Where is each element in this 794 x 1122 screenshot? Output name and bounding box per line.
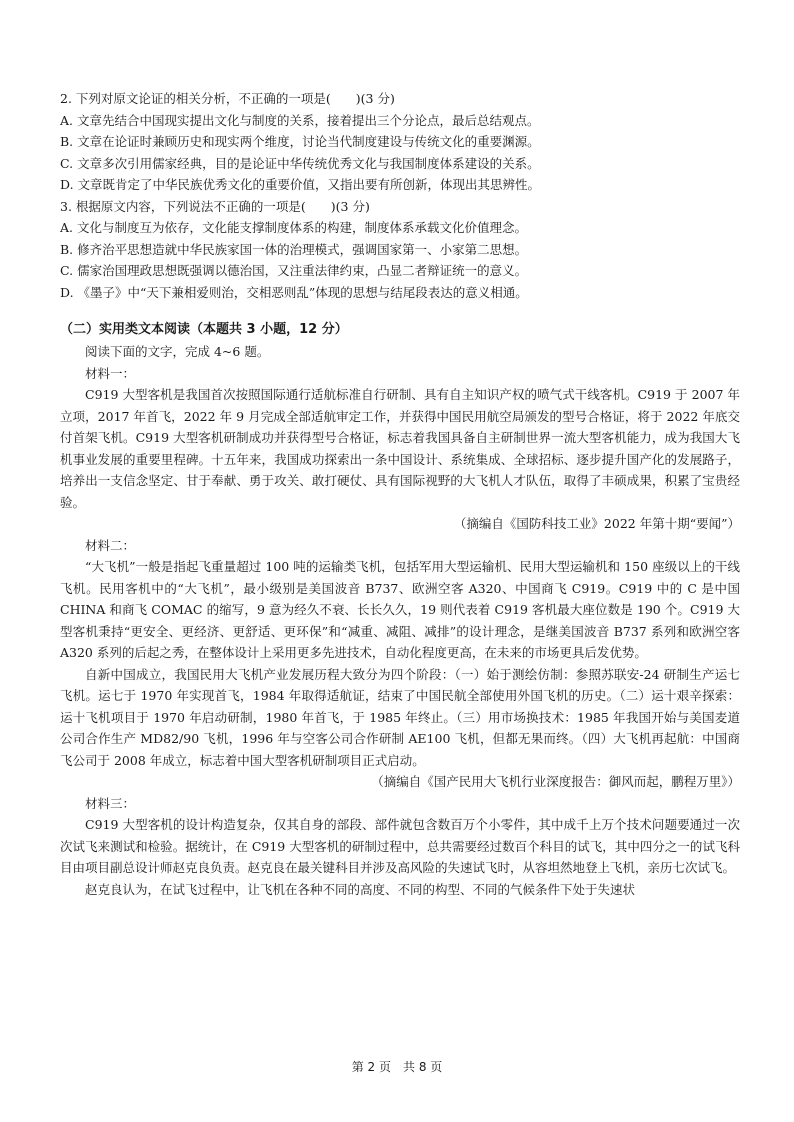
material-3-paragraph-1: C919 大型客机的设计构造复杂，仅其自身的部段、部件就包含数百万个小零件，其中成千上万个技术问题要通过一次次试飞来测试和检验。据统计，在 C919 大型客机的研制过程中，总共需要经过数百个科目的试飞，其中四分之一的试飞科目由项目副总设计师赵克良负责。赵克良在最关键科目并涉及高风险的失速试飞时，从容坦然地登上飞机，亲历七次试飞。 (60, 817, 740, 875)
material-2-paragraph-1: “大飞机”一般是指起飞重量超过 100 吨的运输类飞机，包括军用大型运输机、民用大型运输机和 150 座级以上的干线飞机。民用客机中的“大飞机”，最小级别是美国波音 B737、欧洲空客 A320、中国商飞 C919。C919 中的 C 是中国 CHINA 和商飞 COMAC 的缩写，9 意为经久不衰、长长久久，19 则代表着 C919 客机最大座位数是 190 个。C919 大型客机秉持“更安全、更经济、更舒适、更环保”和“减重、减阻、减排”的设计理念，是继美国波音 B737 系列和欧洲空客 A320 系列的后起之秀，在整体设计上采用更多先进技术，自动化程度更高，在未来的市场更具后发优势。 (60, 559, 740, 660)
question-3-option-a: A. 文化与制度互为依存，文化能支撑制度体系的构建，制度体系承载文化价值理念。 (60, 220, 527, 235)
material-1-source: （摘编自《国防科技工业》2022 年第十期“要闻”） (453, 516, 740, 531)
material-1-label: 材料一： (85, 365, 136, 381)
question-2-stem: 2. 下列对原文论证的相关分析，不正确的一项是( )(3 分) (60, 91, 395, 106)
section-title: （二）实用类文本阅读（本题共 3 小题，12 分） (60, 322, 348, 337)
question-3 (60, 196, 740, 304)
question-2-option-b: B. 文章在论证时兼顾历史和现实两个维度，讨论当代制度建设与传统文化的重要渊源。 (60, 134, 540, 149)
material-3-label: 材料三： (85, 795, 136, 811)
material-3-paragraph-2: 赵克良认为，在试飞过程中，让飞机在各种不同的高度、不同的构型、不同的气候条件下处于失速状 (85, 881, 636, 897)
question-2-option-c: C. 文章多次引用儒家经典，目的是论证中华传统优秀文化与我国制度体系建设的关系。 (60, 155, 540, 171)
question-3-option-c: C. 儒家治国理政思想既强调以德治国，又注重法律约束，凸显二者辩证统一的意义。 (60, 263, 528, 278)
material-2-label: 材料二： (85, 537, 136, 553)
question-3-option-d: D. 《墨子》中“天下兼相爱则治，交相恶则乱”体现的思想与结尾段表达的意义相通。 (60, 284, 528, 300)
material-2-paragraph-2: 自新中国成立，我国民用大飞机产业发展历程大致分为四个阶段：（一）始于测绘仿制：参照苏联安-24 研制生产运七飞机。运七于 1970 年实现首飞，1984 年取得适航证，结束了中国民航全部使用外国飞机的历史。（二）运十艰辛探索：运十飞机项目于 1970 年启动研制，1980 年首飞，于 1985 年终止。（三）用市场换技术：1985 年我国开始与美国麦道公司合作生产 MD82/90 飞机，1996 年与空客公司合作研制 AE100 飞机，但都无果而终。（四）大飞机再起航：中国商飞公司于 2008 年成立，标志着中国大型客机研制项目正式启动。 (60, 666, 740, 768)
section-intro: 阅读下面的文字，完成 4~6 题。 (85, 344, 270, 359)
page-footer: 第 2 页 共 8 页 (351, 1060, 443, 1074)
material-1-text: C919 大型客机是我国首次按照国际通行适航标准自行研制、具有自主知识产权的喷气式干线客机。C919 于 2007 年立项，2017 年首飞，2022 年 9 月完成全部适航审定工作，并获得中国民用航空局颁发的型号合格证，将于 2022 年底交付首架飞机。C919 大型客机研制成功并获得型号合格证，标志着我国具备自主研制世界一流大型客机能力，成为我国大飞机事业发展的重要里程碑。十五年来，我国成功探索出一条中国设计、系统集成、全球招标、逐步提升国产化的发展路子，培养出一支信念坚定、甘于奉献、勇于攻关、敢打硬仗、具有国际视野的大飞机人才队伍，取得了丰硕成果，积累了宝贵经验。 (60, 387, 740, 510)
question-2-option-d: D. 文章既肯定了中华民族优秀文化的重要价值，又指出要有所创新，体现出其思辨性。 (60, 177, 541, 192)
page-content (60, 88, 740, 900)
question-2 (60, 88, 740, 196)
question-3-option-b: B. 修齐治平思想造就中华民族家国一体的治理模式，强调国家第一、小家第二思想。 (60, 241, 528, 257)
question-2-option-a: A. 文章先结合中国现实提出文化与制度的关系，接着提出三个分论点，最后总结观点。 (60, 112, 540, 128)
material-2-source: （摘编自《国产民用大飞机行业深度报告：御风而起，鹏程万里》） (371, 774, 740, 789)
question-3-stem: 3. 根据原文内容，下列说法不正确的一项是( )(3 分) (60, 198, 370, 214)
